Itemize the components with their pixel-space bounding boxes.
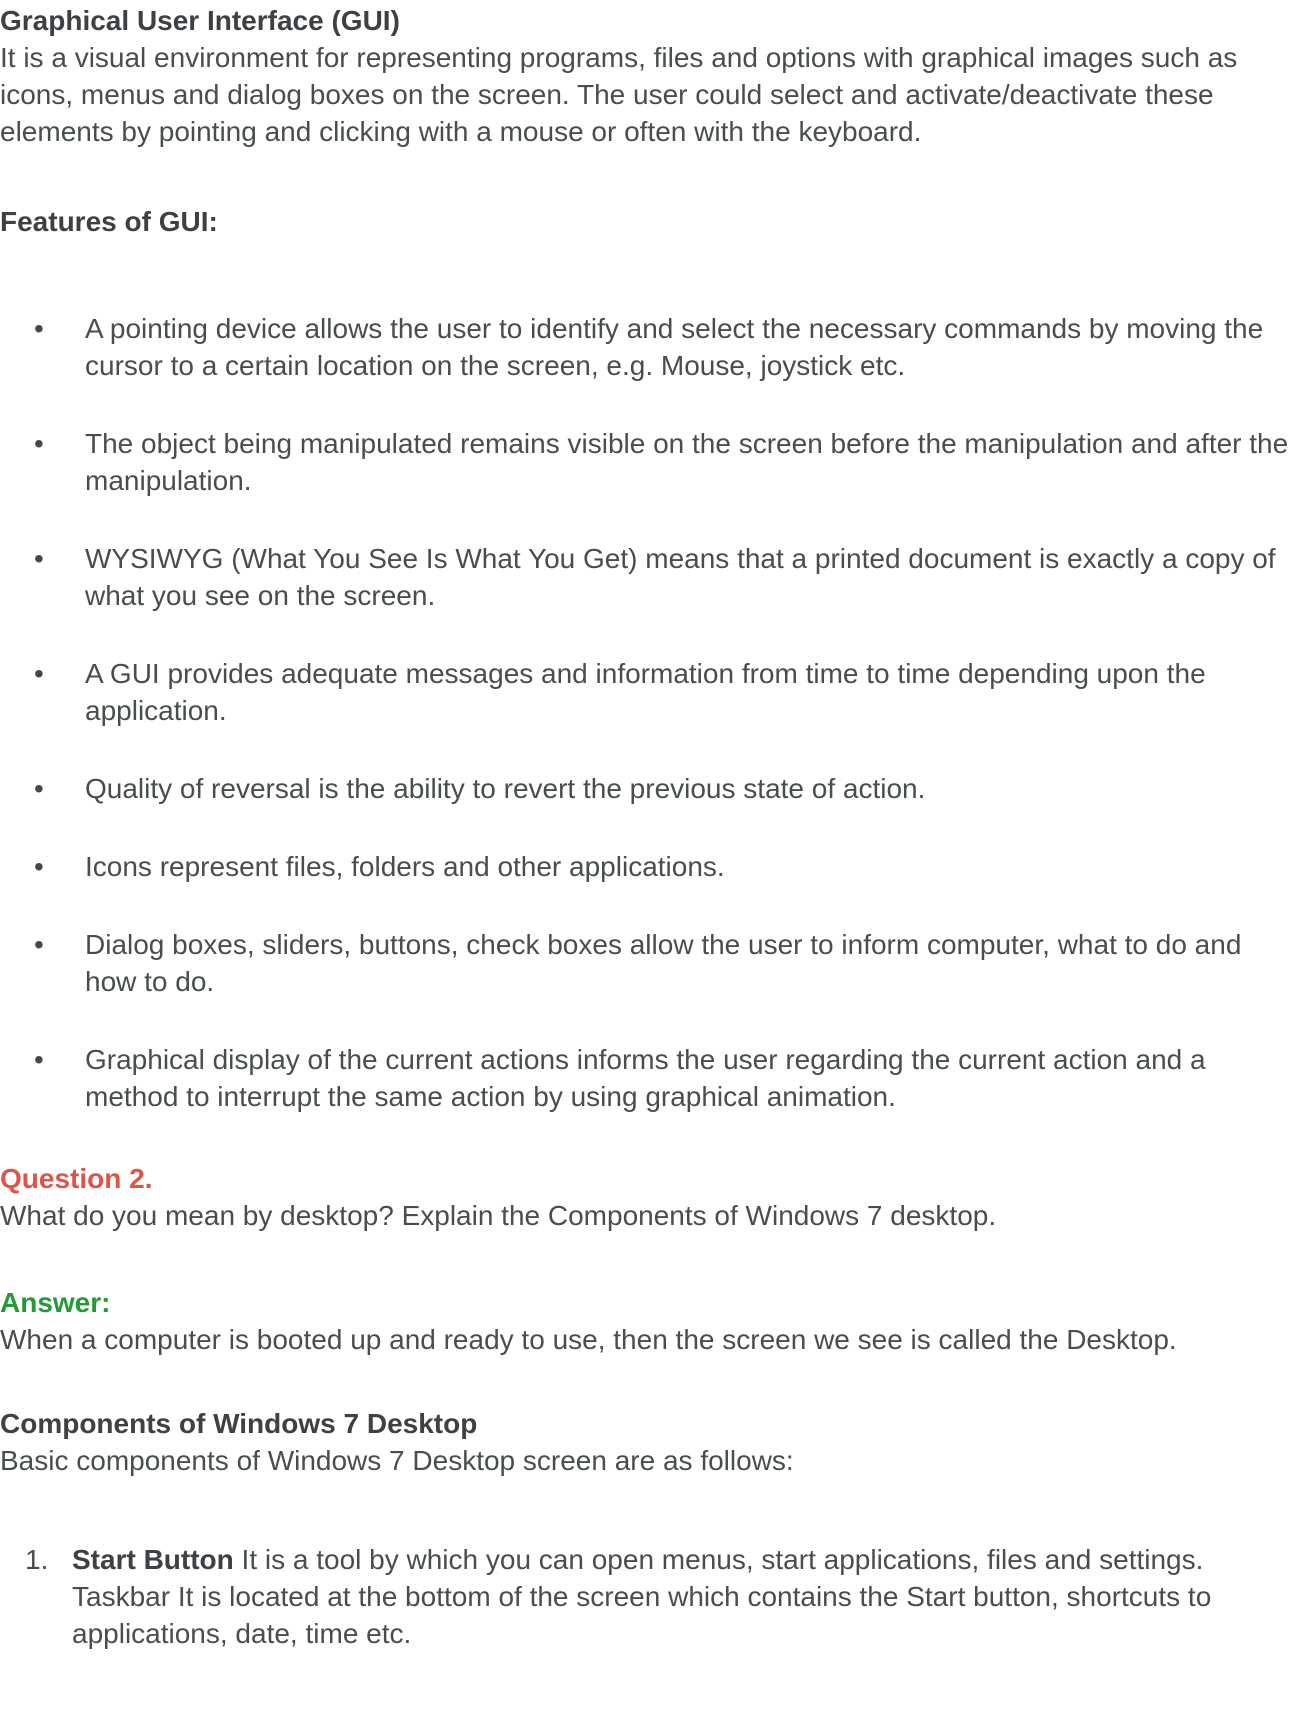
bullet-icon: • — [34, 313, 44, 344]
list-item-text: The object being manipulated remains visible on the screen before the manipulation and after the manipulation. — [85, 428, 1289, 496]
question-text: What do you mean by desktop? Explain the Components of Windows 7 desktop. — [0, 1200, 997, 1231]
item-second-line: Taskbar It is located at the bottom of the screen which contains the Start button, shortcuts to applications, date, time etc. — [72, 1581, 1212, 1649]
question-block — [0, 1160, 1296, 1234]
answer-text: When a computer is booted up and ready to use, then the screen we see is called the Desktop. — [0, 1324, 1177, 1355]
item-description: It is a tool by which you can open menus, start applications, files and settings. — [233, 1544, 1204, 1575]
list-item — [0, 926, 1296, 1000]
list-item — [0, 770, 1296, 807]
list-item-text: A pointing device allows the user to identify and select the necessary commands by moving the cursor to a certain location on the screen, e.g. Mouse, joystick etc. — [85, 313, 1264, 381]
components-list — [0, 1541, 1296, 1652]
answer-block — [0, 1284, 1296, 1358]
numbered-item — [0, 1541, 1296, 1652]
bullet-icon: • — [34, 658, 44, 689]
answer-label: Answer: — [0, 1287, 111, 1318]
bullet-icon: • — [34, 773, 44, 804]
list-item-text: A GUI provides adequate messages and information from time to time depending upon the application. — [85, 658, 1206, 726]
bullet-icon: • — [34, 543, 44, 574]
list-item-text: Dialog boxes, sliders, buttons, check boxes allow the user to inform computer, what to do and how to do. — [85, 929, 1242, 997]
gui-paragraph: It is a visual environment for representing programs, files and options with graphical images such as icons, menus and dialog boxes on the screen. The user could select and activate/deactivate these elements by pointing and clicking with a mouse or often with the keyboard. — [0, 42, 1238, 147]
bullet-icon: • — [34, 1044, 44, 1075]
list-item — [0, 848, 1296, 885]
gui-heading: Graphical User Interface (GUI) — [0, 5, 400, 36]
list-item — [0, 1041, 1296, 1115]
components-block — [0, 1405, 1296, 1479]
components-intro: Basic components of Windows 7 Desktop screen are as follows: — [0, 1445, 794, 1476]
list-item — [0, 310, 1296, 384]
numbered-item-body — [72, 1541, 1296, 1652]
list-item — [0, 540, 1296, 614]
list-item-text: WYSIWYG (What You See Is What You Get) means that a printed document is exactly a copy of what you see on the screen. — [85, 543, 1276, 611]
features-heading: Features of GUI: — [0, 206, 218, 237]
list-item — [0, 425, 1296, 499]
list-item-text: Quality of reversal is the ability to revert the previous state of action. — [85, 773, 926, 804]
bullet-icon: • — [34, 428, 44, 459]
list-item — [0, 655, 1296, 729]
question-label: Question 2. — [0, 1163, 153, 1194]
list-item-text: Graphical display of the current actions informs the user regarding the current action and a method to interrupt the same action by using graphical animation. — [85, 1044, 1206, 1112]
item-term: Start Button — [72, 1544, 234, 1575]
list-item-text: Icons represent files, folders and other applications. — [85, 851, 725, 882]
item-number: 1. — [25, 1544, 49, 1575]
bullet-icon: • — [34, 851, 44, 882]
components-heading: Components of Windows 7 Desktop — [0, 1408, 478, 1439]
bullet-icon: • — [34, 929, 44, 960]
features-list — [0, 310, 1296, 1115]
